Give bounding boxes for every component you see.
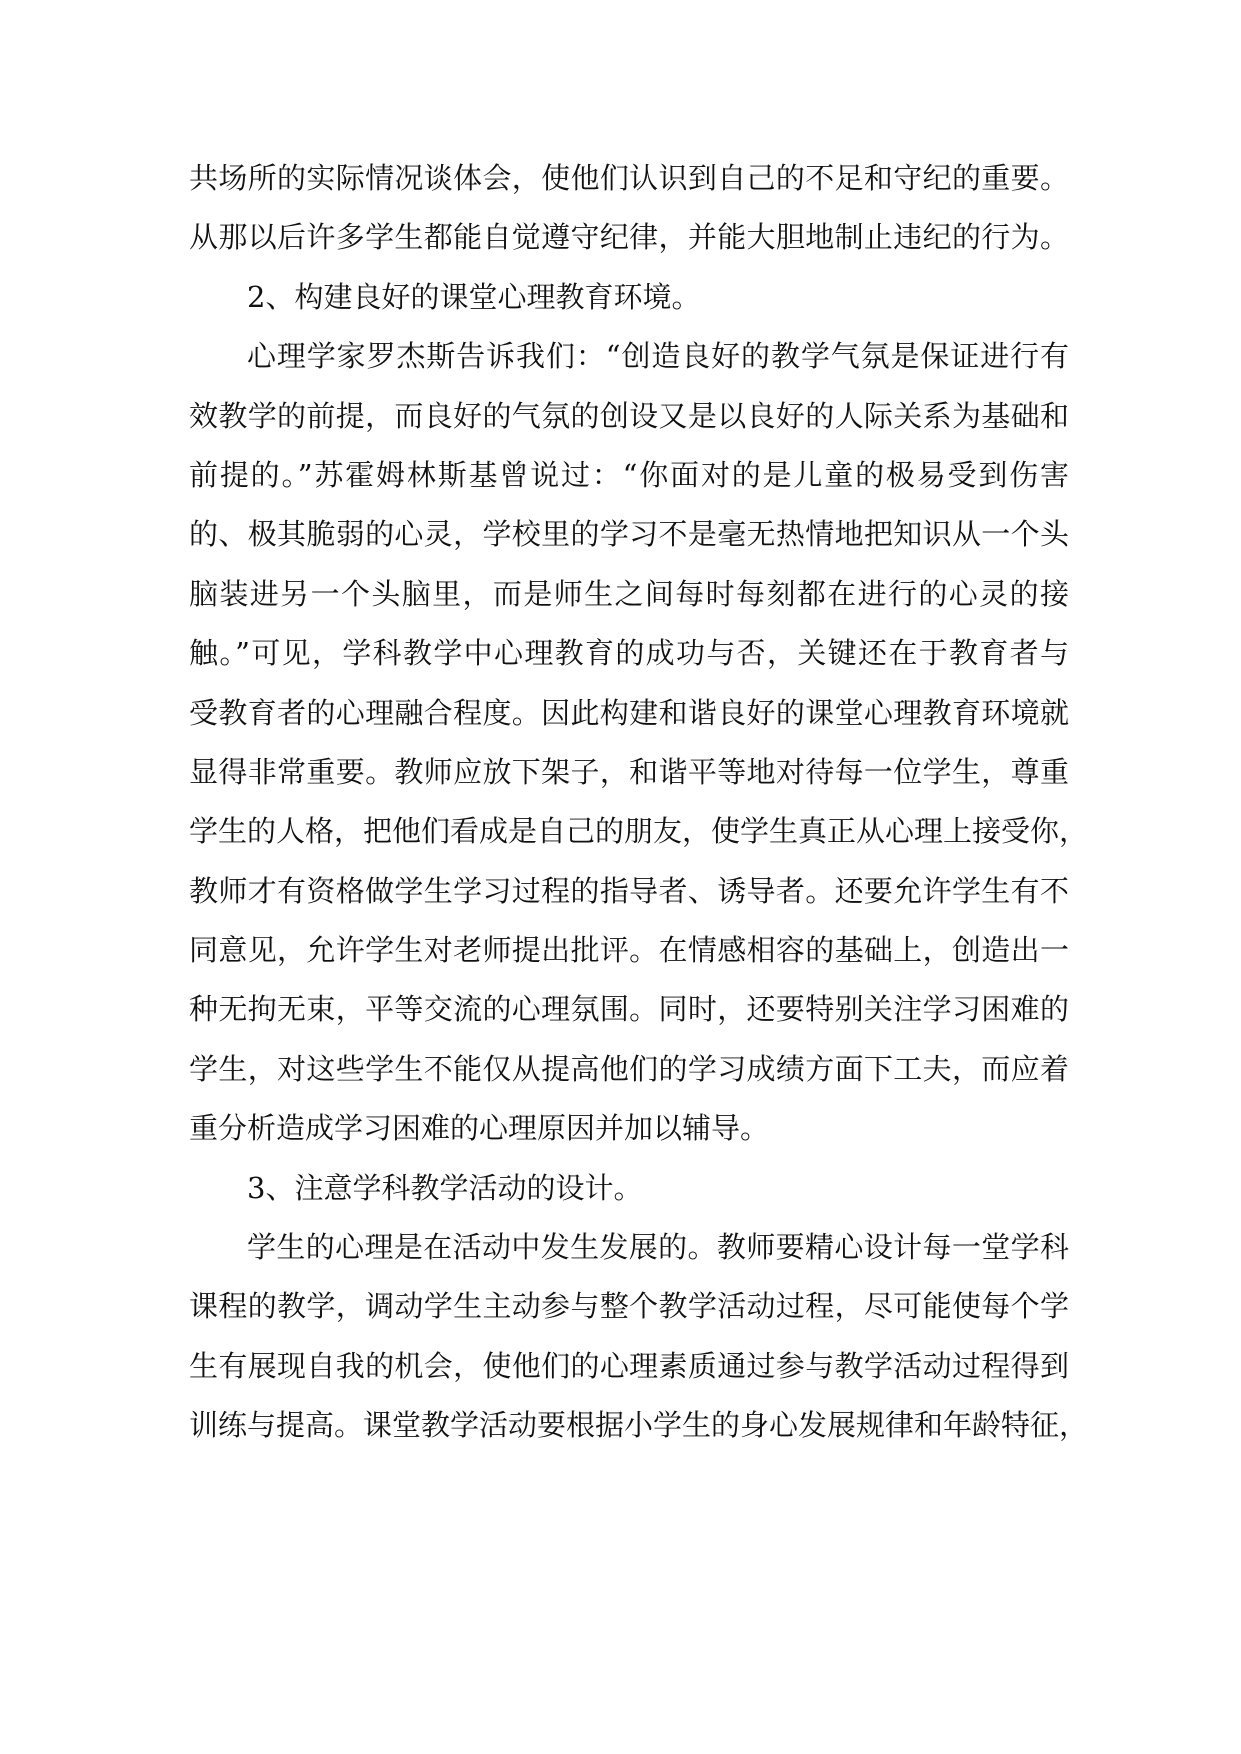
text-line: 同意见，允许学生对老师提出批评。在情感相容的基础上，创造出一 <box>189 933 1069 968</box>
text-line: 种无拘无束，平等交流的心理氛围。同时，还要特别关注学习困难的 <box>189 992 1069 1027</box>
text-line: 3、注意学科教学活动的设计。 <box>247 1170 643 1205</box>
text-line: 受教育者的心理融合程度。因此构建和谐良好的课堂心理教育环境就 <box>189 695 1069 730</box>
text-line: 从那以后许多学生都能自觉遵守纪律，并能大胆地制止违纪的行为。 <box>189 220 1069 255</box>
text-line: 学生的人格，把他们看成是自己的朋友，使学生真正从心理上接受你， <box>189 814 1089 849</box>
text-line: 脑装进另一个头脑里，而是师生之间每时每刻都在进行的心灵的接 <box>189 576 1069 611</box>
text-line: 学生的心理是在活动中发生发展的。教师要精心设计每一堂学科 <box>247 1230 1069 1265</box>
text-line: 的、极其脆弱的心灵，学校里的学习不是毫无热情地把知识从一个头 <box>189 517 1069 552</box>
text-line: 训练与提高。课堂教学活动要根据小学生的身心发展规律和年龄特征， <box>189 1408 1089 1443</box>
text-line: 2、构建良好的课堂心理教育环境。 <box>247 279 701 314</box>
text-line: 触。”可见，学科教学中心理教育的成功与否，关键还在于教育者与 <box>189 636 1069 671</box>
text-line: 生有展现自我的机会，使他们的心理素质通过参与教学活动过程得到 <box>189 1348 1069 1383</box>
text-line: 课程的教学，调动学生主动参与整个教学活动过程，尽可能使每个学 <box>189 1289 1069 1324</box>
text-line: 共场所的实际情况谈体会，使他们认识到自己的不足和守纪的重要。 <box>189 161 1069 195</box>
text-line: 效教学的前提，而良好的气氛的创设又是以良好的人际关系为基础和 <box>189 398 1069 433</box>
text-line: 心理学家罗杰斯告诉我们：“创造良好的教学气氛是保证进行有 <box>247 339 1069 374</box>
text-line: 显得非常重要。教师应放下架子，和谐平等地对待每一位学生，尊重 <box>189 754 1069 789</box>
text-line: 前提的。”苏霍姆林斯基曾说过：“你面对的是儿童的极易受到伤害 <box>189 457 1069 492</box>
text-line: 教师才有资格做学生学习过程的指导者、诱导者。还要允许学生有不 <box>189 873 1069 908</box>
text-line: 学生，对这些学生不能仅从提高他们的学习成绩方面下工夫，而应着 <box>189 1051 1069 1086</box>
body-text <box>189 149 1089 1456</box>
text-line: 重分析造成学习困难的心理原因并加以辅导。 <box>189 1111 770 1146</box>
